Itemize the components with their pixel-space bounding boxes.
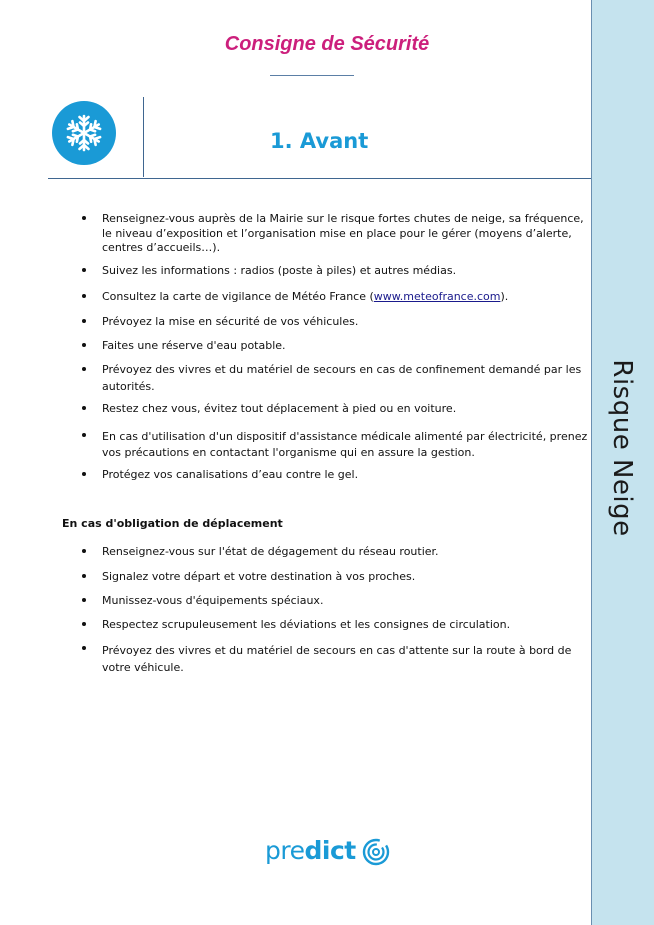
snowflake-icon: [64, 113, 104, 153]
bullet-icon: [82, 367, 88, 373]
list-item: Faites une réserve d'eau potable.: [102, 339, 286, 352]
list-item-text: ).: [500, 290, 509, 303]
bullet-icon: [82, 268, 88, 274]
section-title: 1. Avant: [270, 129, 369, 153]
predict-logo: [265, 836, 356, 870]
side-label: Risque Neige: [607, 359, 637, 537]
bullet-icon: [82, 294, 88, 300]
meteofrance-link[interactable]: www.meteofrance.com: [373, 290, 501, 303]
bullet-icon: [82, 549, 88, 555]
deplacement-heading: En cas d'obligation de déplacement: [62, 517, 283, 530]
list-item: Renseignez-vous auprès de la Mairie sur le risque fortes chutes de neige, sa fréquence, le niveau d’exposition et l’organisation mise en place pour le gérer (moyens d’alerte, centres d’accueils…).: [102, 212, 584, 254]
snowflake-badge: [52, 101, 116, 165]
title-underline: [270, 75, 354, 76]
list-item: Renseignez-vous sur l'état de dégagement du réseau routier.: [102, 545, 439, 558]
list-item: Protégez vos canalisations d’eau contre le gel.: [102, 468, 359, 481]
bullet-icon: [82, 343, 88, 349]
list-item: Suivez les informations : radios (poste à piles) et autres médias.: [102, 264, 457, 277]
page-title: Consigne de Sécurité: [224, 33, 430, 55]
list-item-text: Consultez la carte de vigilance de Météo France (: [102, 290, 374, 303]
list-item: Munissez-vous d'équipements spéciaux.: [102, 594, 324, 607]
list-item: [102, 290, 588, 305]
list-item: Prévoyez des vivres et du matériel de secours en cas d'attente sur la route à bord de votre véhicule.: [102, 644, 572, 674]
list-item: Restez chez vous, évitez tout déplacement à pied ou en voiture.: [102, 402, 457, 415]
bullet-icon: [82, 472, 88, 478]
list-item: Respectez scrupuleusement les déviations et les consignes de circulation.: [102, 618, 511, 631]
page-title-wrap: [0, 33, 654, 56]
bullet-icon: [82, 574, 88, 580]
header-divider-vertical: [143, 97, 144, 177]
bullet-icon: [82, 406, 88, 412]
bullet-icon: [82, 622, 88, 628]
list-item: Signalez votre départ et votre destination à vos proches.: [102, 570, 416, 583]
predict-logo-icon: [362, 838, 390, 866]
list-item: En cas d'utilisation d'un dispositif d'assistance médicale alimenté par électricité, prenez vos précautions en contactant l'organisme qui en assure la gestion.: [102, 430, 588, 459]
list-item: Prévoyez la mise en sécurité de vos véhicules.: [102, 315, 359, 328]
logo-text-pre: pre: [265, 836, 305, 865]
header-divider-horizontal: [48, 178, 591, 179]
bullet-icon: [82, 216, 88, 222]
bullet-icon: [82, 598, 88, 604]
bullet-icon: [82, 433, 88, 439]
bullet-icon: [82, 646, 88, 652]
logo-text-dict: dict: [304, 836, 356, 865]
list-item: Prévoyez des vivres et du matériel de secours en cas de confinement demandé par les autorités.: [102, 363, 582, 393]
bullet-icon: [82, 319, 88, 325]
